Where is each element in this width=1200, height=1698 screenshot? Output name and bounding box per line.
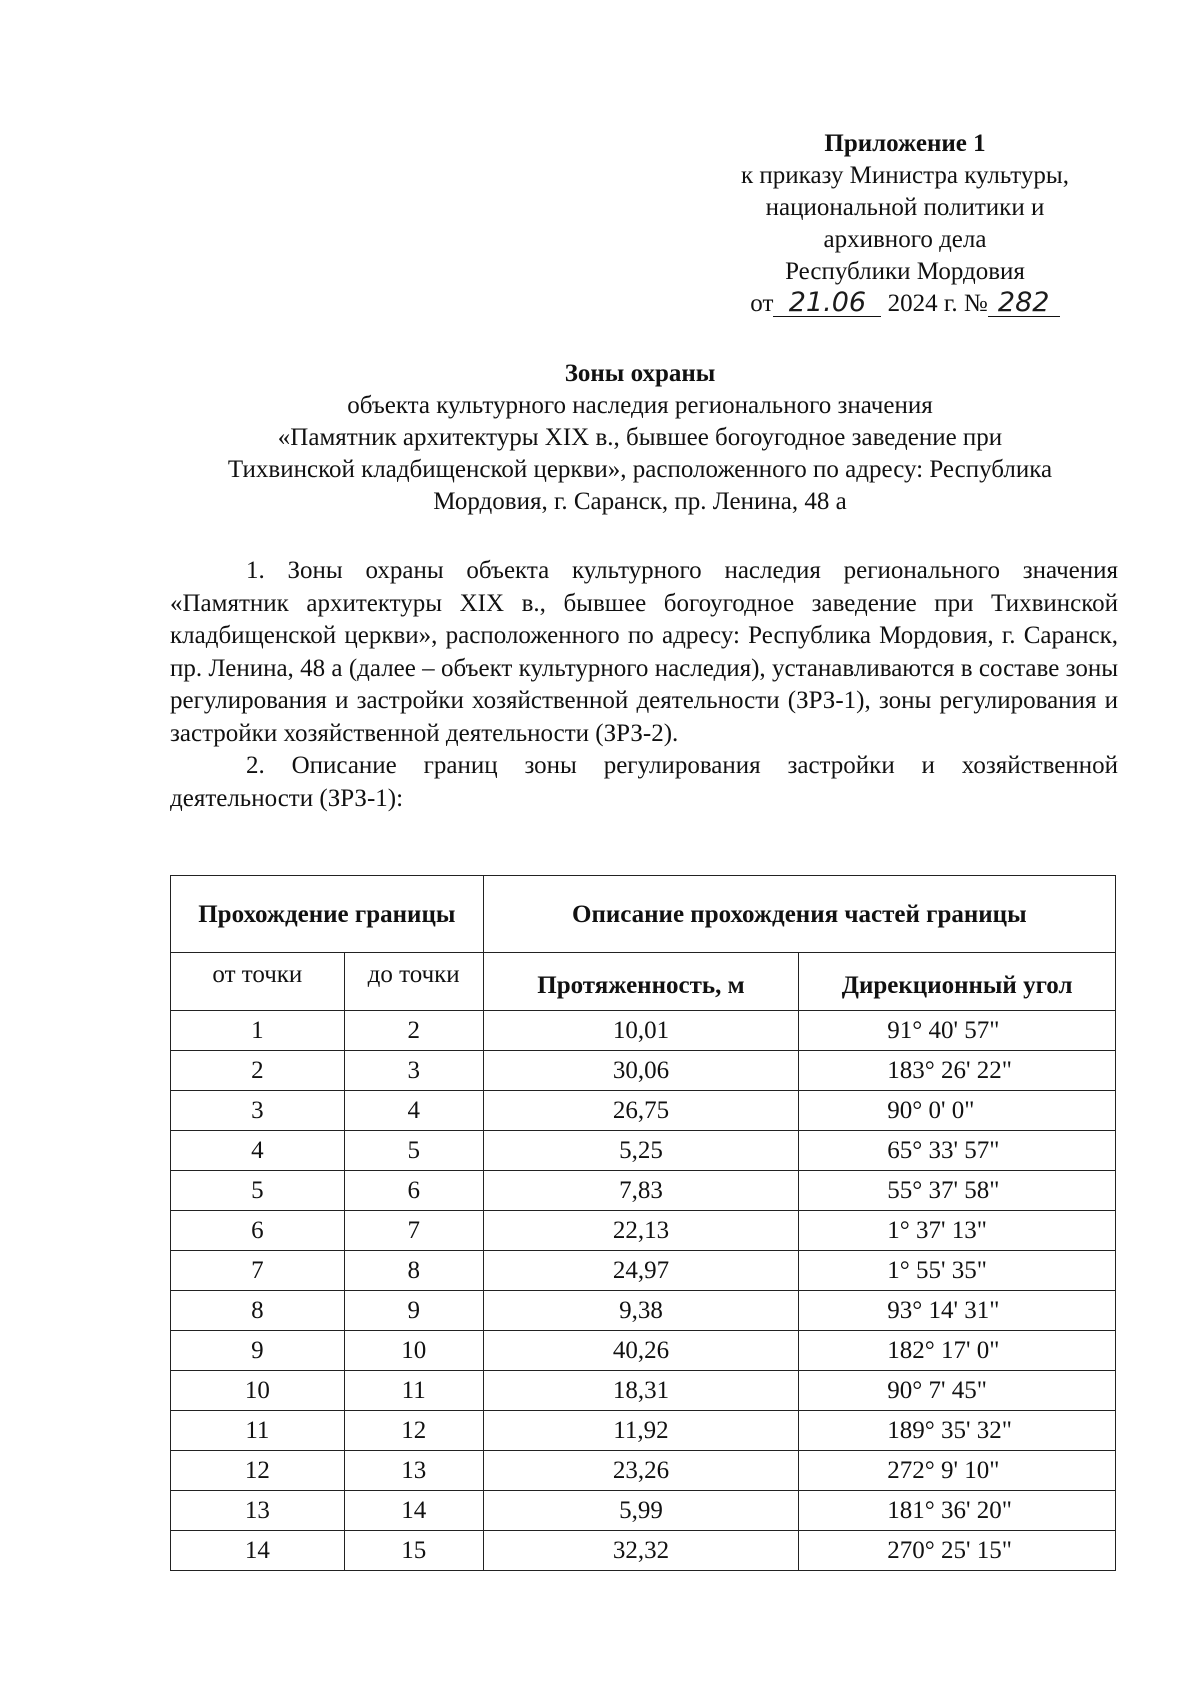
cell-angle: 1° 37' 13" (799, 1211, 1116, 1251)
header-to-point: до точки (344, 953, 483, 1011)
cell-to: 5 (344, 1131, 483, 1171)
cell-to: 14 (344, 1491, 483, 1531)
table-row (171, 1131, 1116, 1171)
cell-angle: 270° 25' 15" (799, 1531, 1116, 1571)
cell-angle: 182° 17' 0" (799, 1331, 1116, 1371)
cell-angle: 183° 26' 22" (799, 1051, 1116, 1091)
title-heading: Зоны охраны (564, 360, 716, 387)
boundary-table (170, 875, 1116, 1571)
cell-to: 15 (344, 1531, 483, 1571)
table-row (171, 1451, 1116, 1491)
cell-from: 11 (171, 1411, 345, 1451)
table-row (171, 1011, 1116, 1051)
cell-angle: 91° 40' 57" (799, 1011, 1116, 1051)
cell-angle: 65° 33' 57" (799, 1131, 1116, 1171)
cell-to: 13 (344, 1451, 483, 1491)
table-row (171, 1091, 1116, 1131)
cell-length: 5,25 (483, 1131, 799, 1171)
cell-from: 7 (171, 1251, 345, 1291)
cell-from: 1 (171, 1011, 345, 1051)
title-line: «Памятник архитектуры XIX в., бывшее богоугодное заведение при (277, 424, 1003, 451)
table-row (171, 1491, 1116, 1531)
cell-length: 10,01 (483, 1011, 799, 1051)
table-row (171, 1051, 1116, 1091)
cell-to: 9 (344, 1291, 483, 1331)
appendix-line: к приказу Министра культуры, (741, 162, 1069, 189)
cell-to: 6 (344, 1171, 483, 1211)
cell-from: 14 (171, 1531, 345, 1571)
cell-to: 8 (344, 1251, 483, 1291)
order-number-handwritten: 282 (988, 290, 1060, 317)
cell-length: 11,92 (483, 1411, 799, 1451)
order-year: 2024 г. № (887, 290, 988, 317)
cell-to: 12 (344, 1411, 483, 1451)
appendix-line: национальной политики и (765, 194, 1045, 221)
table-row (171, 1171, 1116, 1211)
table-row (171, 1411, 1116, 1451)
table-row (171, 1331, 1116, 1371)
cell-from: 3 (171, 1091, 345, 1131)
cell-from: 4 (171, 1131, 345, 1171)
cell-to: 11 (344, 1371, 483, 1411)
paragraph-2: 2. Описание границ зоны регулирования застройки и хозяйственной деятельности (ЗРЗ-1): (170, 752, 1118, 812)
cell-angle: 181° 36' 20" (799, 1491, 1116, 1531)
header-from-point: от точки (171, 953, 345, 1011)
cell-to: 4 (344, 1091, 483, 1131)
cell-angle: 55° 37' 58" (799, 1171, 1116, 1211)
title-line: объекта культурного наследия регионального значения (347, 392, 933, 419)
cell-to: 2 (344, 1011, 483, 1051)
cell-from: 9 (171, 1331, 345, 1371)
table-row (171, 1371, 1116, 1411)
cell-to: 7 (344, 1211, 483, 1251)
cell-length: 5,99 (483, 1491, 799, 1531)
order-date-line (690, 288, 1120, 320)
paragraph-1: 1. Зоны охраны объекта культурного наследия регионального значения «Памятник архитектуры XIX в., бывшее богоугодное заведение при Тихвинской кладбищенской церкви», расположенного по адресу: Республика Мордовия, г. Саранск, пр. Ленина, 48 а (далее – объект культурного наследия), устанавливаются в составе зоны регулирования и застройки хозяйственной деятельности (ЗРЗ-1), зоны регулирования и застройки хозяйственной деятельности (ЗРЗ-2). (170, 557, 1118, 747)
appendix-title: Приложение 1 (824, 130, 986, 157)
title-line: Тихвинской кладбищенской церкви», расположенного по адресу: Республика (227, 456, 1053, 483)
cell-length: 23,26 (483, 1451, 799, 1491)
cell-from: 5 (171, 1171, 345, 1211)
table-row (171, 1251, 1116, 1291)
cell-length: 32,32 (483, 1531, 799, 1571)
table-row (171, 1211, 1116, 1251)
cell-from: 6 (171, 1211, 345, 1251)
cell-to: 3 (344, 1051, 483, 1091)
appendix-block (690, 128, 1120, 320)
cell-length: 9,38 (483, 1291, 799, 1331)
cell-from: 10 (171, 1371, 345, 1411)
header-length: Протяженность, м (483, 953, 799, 1011)
cell-length: 7,83 (483, 1171, 799, 1211)
cell-angle: 93° 14' 31" (799, 1291, 1116, 1331)
cell-to: 10 (344, 1331, 483, 1371)
cell-from: 12 (171, 1451, 345, 1491)
appendix-line: Республики Мордовия (785, 258, 1025, 285)
cell-from: 2 (171, 1051, 345, 1091)
table-row (171, 1531, 1116, 1571)
cell-length: 40,26 (483, 1331, 799, 1371)
cell-from: 13 (171, 1491, 345, 1531)
cell-length: 26,75 (483, 1091, 799, 1131)
document-title (160, 358, 1120, 518)
cell-angle: 189° 35' 32" (799, 1411, 1116, 1451)
cell-length: 24,97 (483, 1251, 799, 1291)
cell-angle: 1° 55' 35" (799, 1251, 1116, 1291)
order-date-handwritten: 21.06 (773, 290, 881, 317)
appendix-line: архивного дела (823, 226, 987, 253)
cell-angle: 90° 7' 45" (799, 1371, 1116, 1411)
cell-from: 8 (171, 1291, 345, 1331)
cell-length: 30,06 (483, 1051, 799, 1091)
title-line: Мордовия, г. Саранск, пр. Ленина, 48 а (433, 488, 847, 515)
header-boundary-passage: Прохождение границы (171, 876, 484, 953)
date-prefix: от (750, 290, 774, 317)
cell-angle: 272° 9' 10" (799, 1451, 1116, 1491)
header-angle: Дирекционный угол (799, 953, 1116, 1011)
body-text (170, 555, 1118, 815)
table-row (171, 1291, 1116, 1331)
cell-length: 18,31 (483, 1371, 799, 1411)
cell-angle: 90° 0' 0" (799, 1091, 1116, 1131)
cell-length: 22,13 (483, 1211, 799, 1251)
header-boundary-description: Описание прохождения частей границы (483, 876, 1115, 953)
